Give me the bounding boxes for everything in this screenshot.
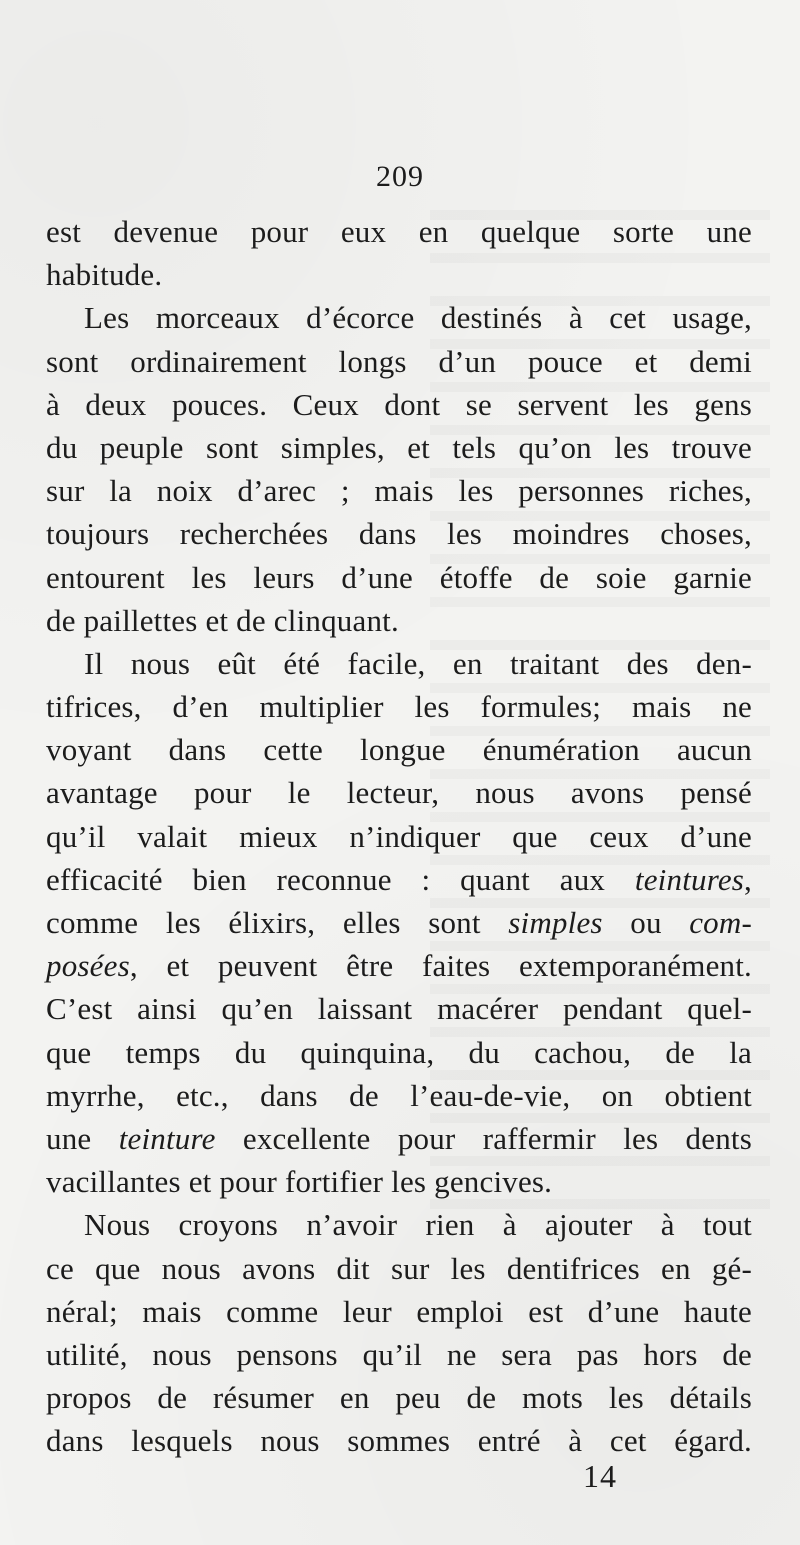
page-number: 209 bbox=[376, 160, 424, 193]
paragraph-start-line: Il nous eût été facile, en traitant des den- bbox=[84, 645, 752, 681]
text-line: ce que nous avons dit sur les dentifrices en gé- bbox=[46, 1250, 752, 1286]
text-line bbox=[46, 858, 752, 901]
text-line: utilité, nous pensons qu’il ne sera pas hors de bbox=[46, 1336, 752, 1372]
text-run: , et peuvent être faites extemporanément. bbox=[129, 948, 752, 984]
text-line: dans lesquels nous sommes entré à cet égard. bbox=[46, 1423, 752, 1459]
text-line: à deux pouces. Ceux dont se servent les gens bbox=[46, 386, 752, 422]
text-line: est devenue pour eux en quelque sorte une bbox=[46, 214, 752, 249]
text-line: qu’il valait mieux n’indiquer que ceux d’une bbox=[46, 818, 752, 854]
text-line: vacillantes et pour fortifier les gencives. bbox=[46, 1164, 553, 1200]
text-line: propos de résumer en peu de mots les détails bbox=[46, 1380, 752, 1416]
signature-mark: 14 bbox=[583, 1458, 617, 1494]
text-line: myrrhe, etc., dans de l’eau-de-vie, on obtient bbox=[46, 1077, 752, 1113]
text-line: toujours recherchées dans les moindres choses, bbox=[46, 516, 752, 552]
text-line: sur la noix d’arec ; mais les personnes riches, bbox=[46, 473, 752, 509]
italic-term: posées bbox=[46, 948, 130, 984]
text-run: efficacité bien reconnue : quant aux bbox=[46, 861, 635, 897]
text-line bbox=[46, 1117, 752, 1160]
text-line: du peuple sont simples, et tels qu’on les trouve bbox=[46, 429, 752, 465]
italic-term: com- bbox=[689, 905, 752, 940]
italic-term: teinture bbox=[118, 1120, 216, 1156]
text-line: tifrices, d’en multiplier les formules; mais ne bbox=[46, 689, 752, 725]
text-line: sont ordinairement longs d’un pouce et demi bbox=[46, 343, 752, 379]
italic-term: teintures bbox=[634, 861, 745, 897]
text-line: avantage pour le lecteur, nous avons pensé bbox=[46, 775, 752, 811]
text-line: C’est ainsi qu’en laissant macérer pendant quel- bbox=[46, 991, 752, 1027]
body-text bbox=[46, 210, 752, 1462]
text-line: voyant dans cette longue énumération aucun bbox=[46, 732, 752, 768]
italic-term: simples bbox=[508, 905, 603, 940]
text-line: habitude. bbox=[46, 257, 163, 293]
text-line: de paillettes et de clinquant. bbox=[46, 602, 399, 638]
text-line: entourent les leurs d’une étoffe de soie garnie bbox=[46, 559, 752, 595]
paragraph-start-line: Les morceaux d’écorce destinés à cet usage, bbox=[84, 300, 752, 336]
text-run: comme les élixirs, elles sont bbox=[46, 905, 509, 940]
text-run: ou bbox=[602, 905, 690, 940]
text-line: que temps du quinquina, du cachou, de la bbox=[46, 1034, 752, 1070]
text-run: excellente pour raffermir les dents bbox=[215, 1120, 752, 1156]
text-line bbox=[46, 901, 752, 944]
text-run: une bbox=[46, 1120, 119, 1156]
paragraph-start-line: Nous croyons n’avoir rien à ajouter à tout bbox=[84, 1207, 752, 1243]
text-line bbox=[46, 944, 752, 987]
text-run: , bbox=[744, 861, 752, 897]
text-line: néral; mais comme leur emploi est d’une haute bbox=[46, 1293, 752, 1329]
